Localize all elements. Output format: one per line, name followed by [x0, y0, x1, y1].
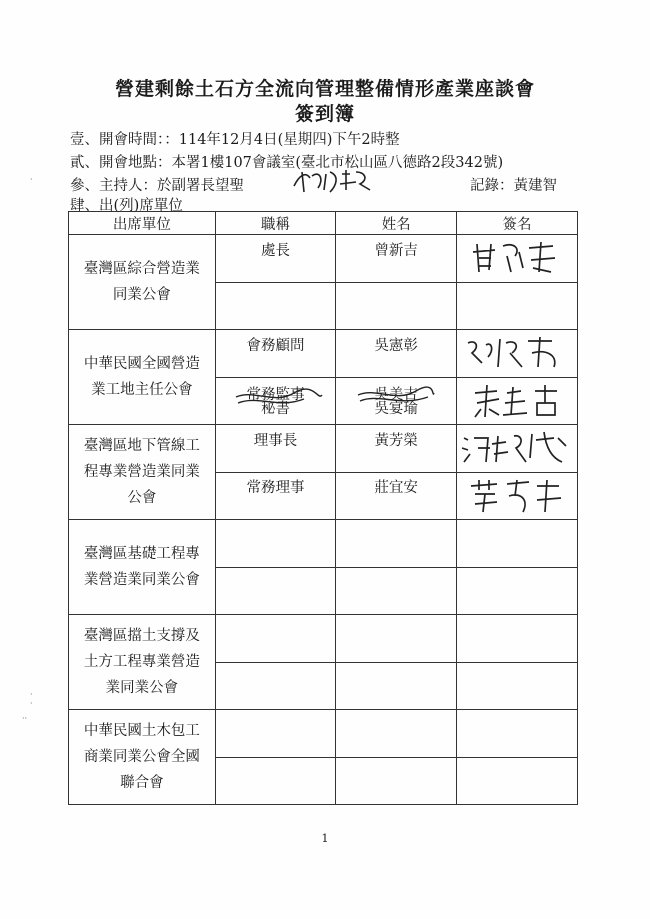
unit-cell: 臺灣區擋土支撐及土方工程專業營造業同業公會	[69, 615, 216, 710]
signature-cell	[457, 757, 578, 805]
signature-image	[467, 476, 567, 516]
signature-cell	[457, 710, 578, 758]
position-text: 秘書	[261, 400, 290, 417]
table-row	[69, 235, 578, 283]
position-cell	[215, 282, 336, 330]
name-cell	[336, 615, 457, 663]
meeting-place: 貳、開會地點：本署1樓107會議室(臺北市松山區八德路2段342號)	[70, 155, 504, 171]
table-row	[69, 710, 578, 758]
signature-cell	[457, 235, 578, 283]
name-cell: 黃芳榮	[336, 425, 457, 473]
document-title: 營建剩餘土石方全流向管理整備情形產業座談會	[114, 78, 535, 100]
signature-cell	[457, 567, 578, 615]
table-row	[69, 330, 578, 378]
header-unit: 出席單位	[69, 212, 216, 235]
signature-cell	[457, 377, 578, 425]
attendance-table	[68, 211, 578, 805]
scan-mark: ··	[22, 714, 28, 723]
table-header-row	[69, 212, 578, 235]
name-cell	[336, 567, 457, 615]
name-cell: 曾新吉	[336, 235, 457, 283]
signature-cell	[457, 520, 578, 568]
position-cell: 處長	[215, 235, 336, 283]
signature-image	[467, 238, 567, 278]
table-row	[69, 425, 578, 473]
struck-name: 吳美吉	[374, 386, 418, 403]
name-cell: 吳憲彰	[336, 330, 457, 378]
unit-cell: 臺灣區基礎工程專業營造業同業公會	[69, 520, 216, 615]
position-cell: 會務顧問	[215, 330, 336, 378]
recorder: 記錄：黃建智	[470, 178, 557, 194]
name-cell	[336, 757, 457, 805]
signature-cell	[457, 615, 578, 663]
signature-cell	[457, 472, 578, 520]
name-text: 吳宴瑜	[374, 400, 418, 417]
struck-position: 常務監事	[246, 386, 305, 403]
position-cell	[215, 520, 336, 568]
scan-mark: · ·	[30, 690, 33, 708]
attendees-heading: 肆、出(列)席單位	[70, 198, 183, 214]
position-cell	[215, 567, 336, 615]
unit-cell: 臺灣區綜合營造業同業公會	[69, 235, 216, 330]
position-cell: 理事長	[215, 425, 336, 473]
position-cell	[215, 662, 336, 710]
meeting-host: 參、主持人：於副署長望聖	[70, 178, 244, 194]
position-cell	[215, 757, 336, 805]
signature-image	[467, 381, 567, 421]
meeting-time: 壹、開會時間：：114年12月4日(星期四)下午2時整	[70, 132, 400, 148]
header-signature: 簽名	[457, 212, 578, 235]
position-cell	[215, 377, 336, 425]
signature-cell	[457, 282, 578, 330]
strike-scribble	[356, 385, 436, 415]
signature-cell	[457, 425, 578, 473]
position-cell	[215, 615, 336, 663]
name-cell	[336, 520, 457, 568]
name-cell: 莊宜安	[336, 472, 457, 520]
scan-mark: ·	[30, 175, 33, 184]
signature-image	[458, 428, 576, 468]
name-cell	[336, 662, 457, 710]
unit-cell: 中華民國全國營造業工地主任公會	[69, 330, 216, 425]
unit-cell: 臺灣區地下管線工程專業營造業同業公會	[69, 425, 216, 520]
header-position: 職稱	[215, 212, 336, 235]
signature-cell	[457, 662, 578, 710]
position-cell: 常務理事	[215, 472, 336, 520]
page-number: 1	[321, 832, 329, 845]
strike-scribble	[234, 385, 324, 415]
position-cell	[215, 710, 336, 758]
name-cell	[336, 377, 457, 425]
table-row	[69, 615, 578, 663]
unit-cell: 中華民國土木包工商業同業公會全國聯合會	[69, 710, 216, 805]
host-signature	[290, 166, 380, 200]
name-cell	[336, 282, 457, 330]
table-row	[69, 520, 578, 568]
signature-image	[462, 333, 572, 373]
signature-cell	[457, 330, 578, 378]
header-name: 姓名	[336, 212, 457, 235]
document-subtitle: 簽到簿	[294, 103, 355, 125]
name-cell	[336, 710, 457, 758]
